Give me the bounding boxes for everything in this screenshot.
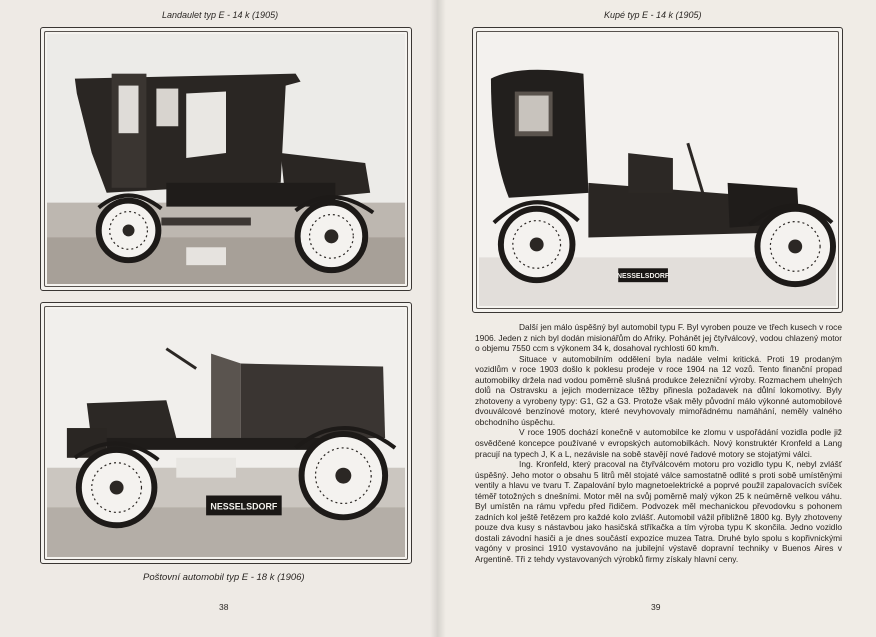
postal-car-photo (47, 309, 405, 557)
landaulet-photo (47, 34, 405, 284)
postal-car-plate: NESSELSDORF (210, 501, 278, 512)
landaulet-photo-frame (40, 27, 412, 291)
article-body (475, 322, 842, 565)
article-paragraph: V roce 1905 dochází konečně v automobilce ke zlomu v uspořádání vozidla podle již osvědčené koncepce používané v evropských automobilkách. Nový konstruktér Kronfeld a Lang pracují na typech J, K a L, nezávisle na sobě stavějí nové řadové motory se stojatými válci. (475, 427, 842, 459)
right-page-number: 39 (651, 602, 661, 612)
postal-car-image (47, 309, 405, 557)
coupe-car-image (479, 34, 836, 306)
landaulet-car-image (47, 34, 405, 284)
landaulet-caption: Landaulet typ E - 14 k (1905) (162, 10, 279, 20)
coupe-photo (479, 34, 836, 306)
postal-car-caption: Poštovní automobil typ E - 18 k (1906) (143, 572, 305, 583)
article-paragraph: Ing. Kronfeld, který pracoval na čtyřválcovém motoru pro vozidlo typu K, nebyl zvlášť úspěšný. Jeho motor o obsahu 5 litrů měl stojaté válce samostatně odlité s proti sobě umístěnými ventily a hlavu ve tvaru T. Zapalování bylo magnetoelektrické a poprvé použil zapalovacích svíček téměř totožných s dnešními. Motor měl na svůj poměrně malý výkon 25 k neúměrně velkou váhu. Byl umístěn na rámu vpředu před řidičem. Podvozek měl mechanickou převodovku s pohonem zadních kol ještě řetězem pro každé kolo zvlášť. Automobil vážil přibližně 1800 kg. Byly zhotoveny pouze dva kusy s nástavbou jako hasičská stříkačka a tím výroba typu K skončila. Jedno vozidlo dostali závodní hasiči a je dnes součástí expozice muzea Tatra. Druhé bylo spolu s kopřivnickými vagóny v prosinci 1910 vystavováno na jubilejní výstavě dopravní techniky v Buenos Aires v Argentině. Tři z tehdy vystavovaných výrobků firmy získaly hlavní ceny. (475, 459, 842, 565)
book-gutter (430, 0, 446, 637)
coupe-caption: Kupé typ E - 14 k (1905) (604, 10, 702, 20)
article-paragraph: Další jen málo úspěšný byl automobil typu F. Byl vyroben pouze ve třech kusech v roce 1906. Jeden z nich byl dodán misionářům do Afriky. Pohánět jej čtyřválcový, vodou chlazený motor o objemu 7550 ccm s výkonem 34 k, dosahoval rychlosti 60 km/h. (475, 322, 842, 354)
coupe-photo-frame (472, 27, 843, 313)
article-paragraph: Situace v automobilním oddělení byla nadále velmi kritická. Proti 19 prodaným vozidlům v roce 1903 došlo k poklesu prodeje v roce 1904 na 12 vozů. Tento finanční propad automobilky držela nad vodou poměrně slušná produkce železniční výroby. Rozmachem uhelných dolů na Ostravsku a jejich modernizace těžby přinesla požadavek na důlní lokomotivy. Byly zhotoveny a vyrobeny typy: G1, G2 a G3. Protože však měly původní málo výkonné automobilové dvouválcové benzínové motory, které nevyhovovaly mimořádnému namáhání, neměly valného obchodního úspěchu. (475, 353, 842, 427)
left-page-number: 38 (219, 602, 229, 612)
coupe-plate: NESSELSDORF (617, 273, 670, 281)
postal-car-photo-frame (40, 302, 412, 564)
